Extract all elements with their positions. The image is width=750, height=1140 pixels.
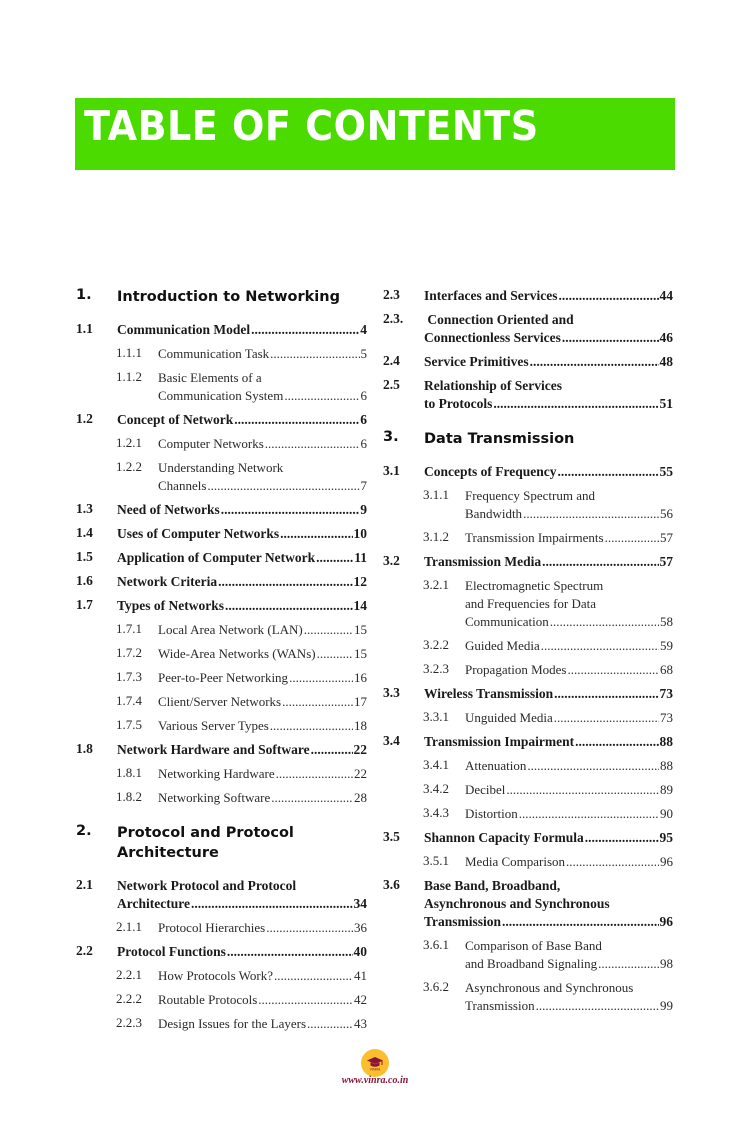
toc-entry-title-line: Understanding Network (158, 460, 284, 475)
toc-entry-page-number: 34 (353, 896, 367, 911)
toc-entry-page-number: 14 (353, 598, 367, 613)
dot-leader (258, 991, 353, 1009)
toc-entry-title-line: Comparison of Base Band (465, 938, 602, 953)
toc-entry-1-7[interactable] (76, 597, 367, 615)
toc-entry-1[interactable] (76, 287, 367, 307)
toc-entry-title: Networking Hardware (158, 766, 275, 781)
toc-entry-number: 2.2.3 (116, 1015, 142, 1030)
toc-entry-title-line: Network Protocol and Protocol (117, 878, 297, 893)
toc-entry-title: Interfaces and Services (424, 288, 558, 303)
dot-leader (225, 597, 353, 615)
toc-entry-number: 3.5.1 (423, 853, 449, 868)
toc-entry-title: Transmission (424, 914, 502, 929)
toc-entry-title: Network Hardware and Software (117, 742, 310, 757)
toc-entry-number: 1.7.1 (116, 621, 142, 636)
toc-entry-number: 3.4.2 (423, 781, 449, 796)
toc-entry-page-number: 58 (660, 614, 673, 629)
dot-leader (270, 345, 359, 363)
toc-entry-title: Decibel (465, 782, 506, 797)
toc-entry-title: Types of Networks (117, 598, 224, 613)
dot-leader (554, 709, 659, 727)
toc-entry-page-number: 95 (659, 830, 673, 845)
toc-entry-page-number: 73 (659, 686, 673, 701)
toc-entry-title-line: Asynchronous and Synchronous (424, 896, 610, 911)
page-title: TABLE OF CONTENTS (84, 102, 539, 150)
toc-entry-title: Communication Model (117, 322, 251, 337)
toc-entry-page-number: 11 (354, 550, 367, 565)
dot-leader (523, 505, 659, 523)
toc-entry-title-line: Relationship of Services (424, 378, 562, 393)
toc-entry-1-6[interactable] (76, 573, 367, 591)
dot-leader (227, 943, 353, 961)
toc-left-column (76, 287, 367, 1039)
toc-entry-title-line: Frequency Spectrum and (465, 488, 595, 503)
toc-entry-number: 3.2.2 (423, 637, 449, 652)
dot-leader (558, 463, 659, 481)
toc-entry-number: 2.4 (383, 353, 400, 368)
toc-entry-title: Introduction to Networking (117, 289, 340, 305)
toc-entry-number: 2.2 (76, 943, 93, 958)
dot-leader (536, 997, 659, 1015)
dot-leader (316, 549, 353, 567)
dot-leader (585, 829, 659, 847)
toc-entry-number: 1.4 (76, 525, 93, 540)
toc-entry-title: Distortion (465, 806, 518, 821)
toc-entry-number: 2.3. (383, 311, 404, 326)
toc-entry-title: Design Issues for the Layers (158, 1016, 307, 1031)
toc-entry-title: Transmission Impairments (465, 530, 604, 545)
toc-entry-1-1-2[interactable] (76, 369, 367, 405)
toc-entry-number: 3.6 (383, 877, 400, 892)
toc-entry-page-number: 89 (660, 782, 673, 797)
toc-entry-number: 3.3 (383, 685, 400, 700)
toc-entry-3-5-1[interactable] (383, 853, 673, 871)
dot-leader (270, 717, 353, 735)
toc-entry-number: 1.8.1 (116, 765, 142, 780)
toc-entry-1-5[interactable] (76, 549, 367, 567)
toc-entry-3-6-1[interactable] (383, 937, 673, 973)
dot-leader (271, 789, 353, 807)
toc-entry-title: Connectionless Services (424, 330, 561, 345)
toc-entry-title: Media Comparison (465, 854, 566, 869)
toc-entry-number: 2.3 (383, 287, 400, 302)
toc-entry-number: 3.1 (383, 463, 400, 478)
toc-entry-title-line: Asynchronous and Synchronous (465, 980, 634, 995)
toc-entry-3-2-1[interactable] (383, 577, 673, 631)
toc-entry-title: Propagation Modes (465, 662, 567, 677)
toc-entry-2-2-3[interactable] (76, 1015, 367, 1033)
toc-entry-title: Networking Software (158, 790, 271, 805)
dot-leader (282, 693, 353, 711)
svg-text:VINRA: VINRA (369, 1067, 381, 1071)
toc-entry-number: 1.6 (76, 573, 93, 588)
toc-entry-number: 1.1 (76, 321, 93, 336)
toc-entry-page-number: 48 (659, 354, 673, 369)
toc-entry-title: Protocol and Protocol Architecture (117, 825, 294, 861)
toc-entry-title: Communication Task (158, 346, 270, 361)
toc-entry-page-number: 17 (354, 694, 367, 709)
footer-url[interactable]: www.vinra.co.in (341, 1075, 409, 1086)
toc-entry-page-number: 10 (353, 526, 367, 541)
toc-entry-page-number: 55 (659, 464, 673, 479)
toc-entry-3-2-3[interactable] (383, 661, 673, 679)
toc-entry-page-number: 43 (354, 1016, 367, 1031)
toc-entry-1-2-1[interactable] (76, 435, 367, 453)
dot-leader (541, 637, 659, 655)
toc-entry-number: 1.2.2 (116, 459, 142, 474)
toc-entry-title: and Broadband Signaling (465, 956, 598, 971)
toc-entry-1-4[interactable] (76, 525, 367, 543)
toc-entry-2[interactable] (76, 823, 367, 863)
toc-entry-page-number: 40 (353, 944, 367, 959)
toc-entry-3-3[interactable] (383, 685, 673, 703)
toc-entry-page-number: 22 (353, 742, 367, 757)
toc-entry-title: Concepts of Frequency (424, 464, 557, 479)
toc-entry-page-number: 6 (360, 412, 367, 427)
dot-leader (493, 395, 658, 413)
dot-leader (280, 525, 352, 543)
toc-entry-title: Shannon Capacity Formula (424, 830, 584, 845)
toc-entry-number: 3.5 (383, 829, 400, 844)
toc-entry-page-number: 6 (360, 388, 367, 403)
toc-entry-title: Attenuation (465, 758, 527, 773)
toc-entry-number: 3.1.2 (423, 529, 449, 544)
toc-entry-number: 1. (76, 287, 92, 303)
toc-entry-2-2[interactable] (76, 943, 367, 961)
toc-entry-2-2-2[interactable] (76, 991, 367, 1009)
dot-leader (311, 741, 353, 759)
toc-entry-3-6[interactable] (383, 877, 673, 931)
toc-entry-number: 1.2 (76, 411, 93, 426)
toc-entry-number: 1.7.5 (116, 717, 142, 732)
toc-entry-title: Concept of Network (117, 412, 234, 427)
toc-entry-title-line: Base Band, Broadband, (424, 878, 561, 893)
toc-entry-page-number: 44 (659, 288, 673, 303)
toc-entry-number: 2.5 (383, 377, 400, 392)
toc-entry-1-2[interactable] (76, 411, 367, 429)
toc-entry-number: 1.8.2 (116, 789, 142, 804)
toc-entry-number: 3. (383, 429, 399, 445)
dot-leader (567, 661, 659, 679)
toc-entry-page-number: 59 (660, 638, 673, 653)
graduation-cap-icon (366, 1055, 384, 1071)
toc-entry-title: Transmission Media (424, 554, 542, 569)
toc-entry-3-4-1[interactable] (383, 757, 673, 775)
toc-entry-3-2-2[interactable] (383, 637, 673, 655)
toc-entry-title: Protocol Functions (117, 944, 226, 959)
dot-leader (221, 501, 360, 519)
dot-leader (284, 387, 359, 405)
toc-entry-number: 3.2 (383, 553, 400, 568)
toc-entry-number: 1.7.2 (116, 645, 142, 660)
dot-leader (554, 685, 658, 703)
dot-leader (307, 1015, 353, 1033)
toc-entry-title: Protocol Hierarchies (158, 920, 266, 935)
toc-entry-title: Need of Networks (117, 502, 220, 517)
toc-entry-number: 1.7 (76, 597, 93, 612)
dot-leader (317, 645, 353, 663)
toc-entry-page-number: 16 (354, 670, 367, 685)
toc-entry-title: Network Criteria (117, 574, 218, 589)
toc-entry-title: Peer-to-Peer Networking (158, 670, 289, 685)
toc-entry-number: 2.1 (76, 877, 93, 892)
dot-leader (558, 287, 658, 305)
toc-entry-3-1-2[interactable] (383, 529, 673, 547)
toc-entry-title: Client/Server Networks (158, 694, 282, 709)
toc-entry-3-1-1[interactable] (383, 487, 673, 523)
toc-entry-number: 1.1.2 (116, 369, 142, 384)
toc-entry-page-number: 41 (354, 968, 367, 983)
toc-entry-2-1[interactable] (76, 877, 367, 913)
toc-entry-page-number: 57 (660, 530, 673, 545)
toc-entry-number: 1.2.1 (116, 435, 142, 450)
toc-entry-title-line: Basic Elements of a (158, 370, 262, 385)
toc-entry-1-8-1[interactable] (76, 765, 367, 783)
dot-leader (527, 757, 659, 775)
toc-entry-2-1-1[interactable] (76, 919, 367, 937)
toc-banner (75, 98, 675, 170)
toc-entry-number: 2.2.1 (116, 967, 142, 982)
toc-entry-title: Computer Networks (158, 436, 264, 451)
toc-entry-page-number: 46 (659, 330, 673, 345)
toc-entry-title: Application of Computer Network (117, 550, 316, 565)
dot-leader (562, 329, 659, 347)
toc-entry-page-number: 12 (353, 574, 367, 589)
toc-entry-1-7-1[interactable] (76, 621, 367, 639)
toc-entry-title: Wide-Area Networks (WANs) (158, 646, 316, 661)
dot-leader (575, 733, 658, 751)
toc-entry-2-5[interactable] (383, 377, 673, 413)
toc-entry-1-8-2[interactable] (76, 789, 367, 807)
dot-leader (566, 853, 659, 871)
toc-entry-title: Uses of Computer Networks (117, 526, 280, 541)
toc-entry-title: Transmission Impairment (424, 734, 575, 749)
toc-entry-page-number: 15 (354, 622, 367, 637)
dot-leader (274, 967, 353, 985)
toc-entry-page-number: 6 (360, 436, 367, 451)
toc-entry-page-number: 90 (660, 806, 673, 821)
dot-leader (550, 613, 659, 631)
toc-entry-3-4-2[interactable] (383, 781, 673, 799)
dot-leader (542, 553, 658, 571)
dot-leader (502, 913, 658, 931)
toc-entry-number: 2.2.2 (116, 991, 142, 1006)
toc-entry-1-8[interactable] (76, 741, 367, 759)
toc-entry-3-2[interactable] (383, 553, 673, 571)
dot-leader (276, 765, 353, 783)
toc-entry-page-number: 4 (360, 322, 367, 337)
toc-entry-number: 3.2.1 (423, 577, 449, 592)
dot-leader (289, 669, 353, 687)
dot-leader (598, 955, 659, 973)
toc-entry-title: Communication System (158, 388, 284, 403)
toc-entry-page-number: 68 (660, 662, 673, 677)
toc-entry-title: Communication (465, 614, 549, 629)
toc-entry-number: 1.7.3 (116, 669, 142, 684)
toc-entry-page-number: 36 (354, 920, 367, 935)
toc-entry-2-3[interactable] (383, 311, 673, 347)
toc-entry-page-number: 96 (659, 914, 673, 929)
toc-entry-3-4[interactable] (383, 733, 673, 751)
dot-leader (265, 435, 360, 453)
toc-entry-page-number: 88 (659, 734, 673, 749)
toc-entry-number: 3.2.3 (423, 661, 449, 676)
toc-entry-page-number: 88 (660, 758, 673, 773)
toc-entry-title: Data Transmission (424, 431, 575, 447)
dot-leader (530, 353, 659, 371)
toc-entry-title: Architecture (117, 896, 190, 911)
toc-entry-title: Service Primitives (424, 354, 529, 369)
dot-leader (218, 573, 352, 591)
toc-entry-page-number: 5 (360, 346, 367, 361)
toc-entry-title: Channels (158, 478, 207, 493)
dot-leader (207, 477, 359, 495)
toc-entry-number: 2. (76, 823, 92, 839)
toc-entry-number: 1.3 (76, 501, 93, 516)
toc-entry-number: 3.6.1 (423, 937, 449, 952)
toc-entry-page-number: 56 (660, 506, 673, 521)
dot-leader (234, 411, 359, 429)
toc-entry-number: 3.4 (383, 733, 400, 748)
toc-entry-2-3[interactable] (383, 287, 673, 305)
publisher-logo (361, 1049, 389, 1077)
dot-leader (191, 895, 353, 913)
toc-entry-number: 2.1.1 (116, 919, 142, 934)
toc-entry-number: 1.8 (76, 741, 93, 756)
toc-entry-title: to Protocols (424, 396, 493, 411)
toc-entry-page-number: 99 (660, 998, 673, 1013)
toc-entry-1-1[interactable] (76, 321, 367, 339)
toc-entry-3-1[interactable] (383, 463, 673, 481)
toc-entry-number: 1.7.4 (116, 693, 142, 708)
toc-entry-2-4[interactable] (383, 353, 673, 371)
toc-entry-3-6-2[interactable] (383, 979, 673, 1015)
toc-entry-title: Wireless Transmission (424, 686, 554, 701)
toc-entry-number: 3.3.1 (423, 709, 449, 724)
toc-entry-page-number: 9 (360, 502, 367, 517)
toc-entry-page-number: 15 (354, 646, 367, 661)
toc-entry-title: Unguided Media (465, 710, 553, 725)
dot-leader (519, 805, 659, 823)
toc-entry-page-number: 98 (660, 956, 673, 971)
toc-entry-page-number: 73 (660, 710, 673, 725)
toc-entry-1-3[interactable] (76, 501, 367, 519)
dot-leader (605, 529, 659, 547)
toc-entry-1-7-5[interactable] (76, 717, 367, 735)
toc-entry-page-number: 22 (354, 766, 367, 781)
toc-entry-3-3-1[interactable] (383, 709, 673, 727)
toc-entry-number: 3.6.2 (423, 979, 449, 994)
toc-entry-number: 3.4.1 (423, 757, 449, 772)
dot-leader (266, 919, 353, 937)
toc-entry-3[interactable] (383, 429, 673, 449)
toc-entry-1-1-1[interactable] (76, 345, 367, 363)
toc-entry-title: Various Server Types (158, 718, 269, 733)
toc-right-column (383, 287, 673, 1021)
toc-entry-title: Routable Protocols (158, 992, 258, 1007)
toc-entry-3-5[interactable] (383, 829, 673, 847)
dot-leader (506, 781, 659, 799)
toc-entry-page-number: 51 (659, 396, 673, 411)
toc-entry-page-number: 7 (360, 478, 367, 493)
toc-entry-1-2-2[interactable] (76, 459, 367, 495)
toc-entry-page-number: 96 (660, 854, 673, 869)
dot-leader (251, 321, 359, 339)
toc-entry-title-line: and Frequencies for Data (465, 596, 597, 611)
toc-entry-3-4-3[interactable] (383, 805, 673, 823)
toc-entry-number: 1.5 (76, 549, 93, 564)
toc-entry-page-number: 57 (659, 554, 673, 569)
dot-leader (304, 621, 353, 639)
toc-entry-1-7-2[interactable] (76, 645, 367, 663)
toc-entry-number: 3.4.3 (423, 805, 449, 820)
toc-entry-title: Guided Media (465, 638, 540, 653)
toc-entry-2-2-1[interactable] (76, 967, 367, 985)
toc-entry-1-7-3[interactable] (76, 669, 367, 687)
toc-entry-number: 1.1.1 (116, 345, 142, 360)
toc-entry-page-number: 28 (354, 790, 367, 805)
toc-entry-page-number: 42 (354, 992, 367, 1007)
toc-entry-number: 3.1.1 (423, 487, 449, 502)
toc-entry-title-line: Connection Oriented and (424, 312, 574, 327)
toc-entry-title: How Protocols Work? (158, 968, 273, 983)
toc-entry-title: Local Area Network (LAN) (158, 622, 303, 637)
toc-entry-1-7-4[interactable] (76, 693, 367, 711)
toc-entry-title-line: Electromagnetic Spectrum (465, 578, 604, 593)
toc-entry-page-number: 18 (354, 718, 367, 733)
toc-entry-title: Bandwidth (465, 506, 523, 521)
toc-entry-title: Transmission (465, 998, 535, 1013)
